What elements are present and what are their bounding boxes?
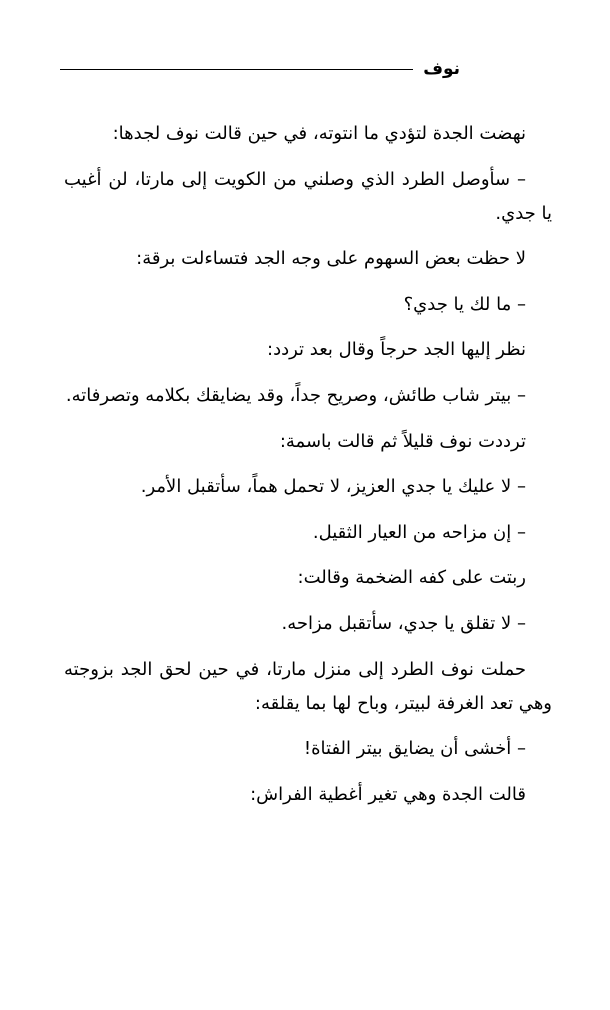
header-rule bbox=[60, 69, 413, 70]
paragraph: ربتت على كفه الضخمة وقالت: bbox=[297, 567, 526, 589]
dialogue-paragraph: – ما لك يا جدي؟ bbox=[403, 293, 526, 315]
paragraph: قالت الجدة وهي تغير أغطية الفراش: bbox=[250, 783, 526, 805]
dialogue-paragraph: – أخشى أن يضايق بيتر الفتاة! bbox=[303, 738, 526, 760]
paragraph: نهضت الجدة لتؤدي ما انتوته، في حين قالت نوف لجدها: bbox=[112, 123, 526, 144]
paragraph: لا حظت بعض السهوم على وجه الجد فتساءلت برقة: bbox=[136, 248, 526, 270]
dialogue-paragraph: – إن مزاحه من العيار الثقيل. bbox=[312, 521, 526, 543]
dialogue-paragraph: – لا عليك يا جدي العزيز، لا تحمل هماً، سأتقبل الأمر. bbox=[140, 476, 526, 498]
paragraph: نظر إليها الجد حرجاً وقال بعد تردد: bbox=[267, 339, 526, 361]
dialogue-paragraph: – لا تقلق يا جدي، سأتقبل مزاحه. bbox=[281, 612, 526, 634]
paragraph: حملت نوف الطرد إلى منزل مارتا، في حين لحق الجد بزوجته وهي تعد الغرفة لبيتر، وباح لها بما يقلقه: bbox=[64, 658, 552, 714]
body-text bbox=[64, 117, 552, 823]
dialogue-paragraph: – سأوصل الطرد الذي وصلني من الكويت إلى مارتا، لن أغيب يا جدي. bbox=[64, 168, 552, 224]
paragraph: ترددت نوف قليلاً ثم قالت باسمة: bbox=[279, 430, 526, 452]
dialogue-paragraph: – بيتر شاب طائش، وصريح جداً، وقد يضايقك بكلامه وتصرفاته. bbox=[65, 384, 526, 406]
running-header bbox=[60, 54, 460, 84]
chapter-title: نوف bbox=[423, 59, 460, 79]
